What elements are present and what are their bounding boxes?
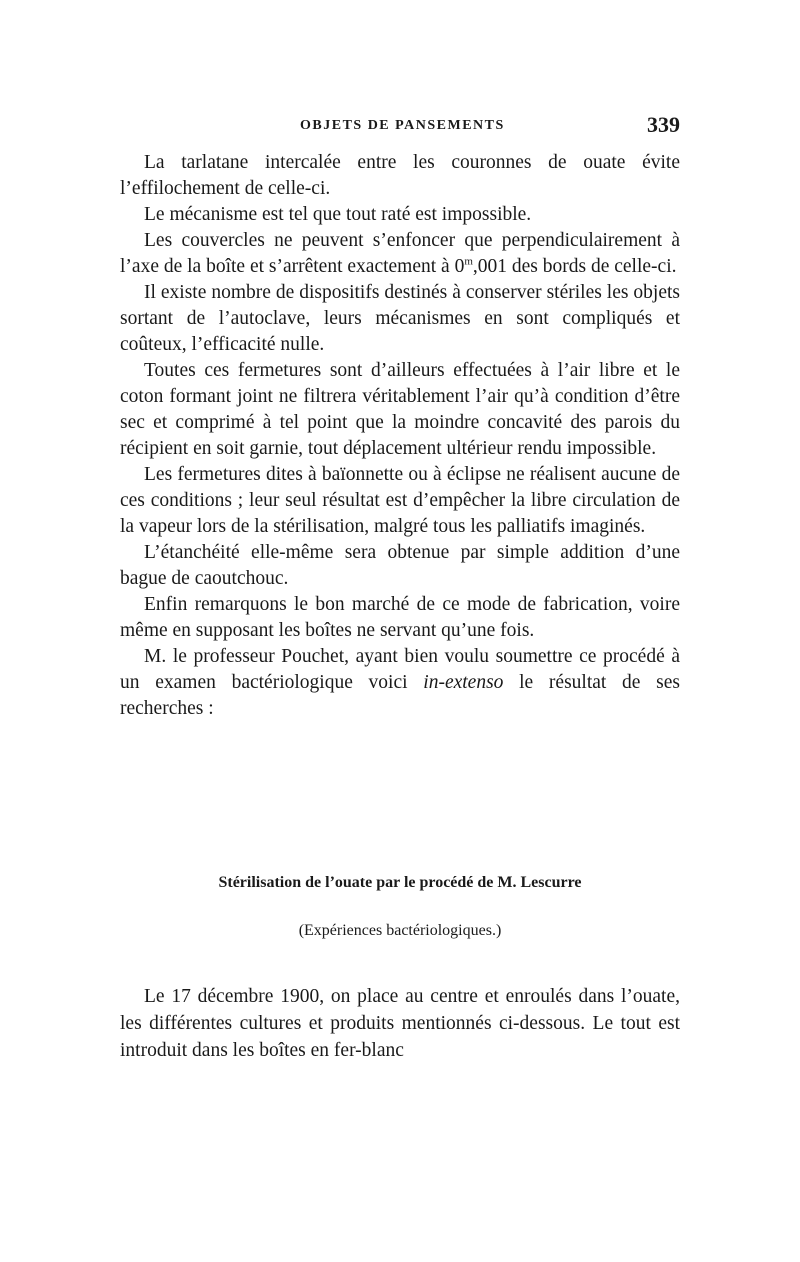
section-title: Stérilisation de l’ouate par le procédé de M. Lescurre	[218, 874, 582, 891]
running-title: OBJETS DE PANSEMENTS	[300, 118, 505, 133]
running-head	[120, 112, 680, 142]
paragraph-text: M. le professeur Pouchet, ayant bien voulu soumettre ce procédé à un examen bactériologique voici	[120, 646, 680, 693]
paragraph: L’étanchéité elle-même sera obtenue par simple addition d’une bague de caoutchouc.	[120, 542, 680, 589]
closing-text	[120, 983, 680, 1064]
paragraph-text: Les couvercles ne peuvent s’enfoncer que perpendiculairement à l’axe de la boîte et s’arrêtent exactement à 0	[120, 230, 680, 277]
paragraph: Le 17 décembre 1900, on place au centre et enroulés dans l’ouate, les différentes cultures et produits mentionnés ci-dessous. Le tout est introduit dans les boîtes en fer-blanc	[120, 986, 680, 1061]
page-number: 339	[647, 112, 680, 137]
paragraph: Les fermetures dites à baïonnette ou à éclipse ne réalisent aucune de ces conditions ; leur seul résultat est d’empêcher la libre circulation de la vapeur lors de la stérilisation, malgré tous les palliatifs imaginés.	[120, 464, 680, 537]
paragraph: Enfin remarquons le bon marché de ce mode de fabrication, voire même en supposant les boîtes ne servant qu’une fois.	[120, 594, 680, 641]
paragraph: Toutes ces fermetures sont d’ailleurs effectuées à l’air libre et le coton formant joint ne filtrera véritablement l’air qu’à condition d’être sec et comprimé à tel point que la moindre concavité des parois du récipient en soit garnie, tout déplacement ultérieur rendu impossible.	[120, 360, 680, 459]
paragraph: La tarlatane intercalée entre les couronnes de ouate évite l’effilochement de celle-ci.	[120, 152, 680, 199]
paragraph	[120, 644, 680, 722]
unit-superscript: m	[464, 255, 473, 268]
italic-term: in-extenso	[423, 672, 504, 693]
paragraph: Le mécanisme est tel que tout raté est impossible.	[144, 204, 532, 225]
section-subtitle: (Expériences bactériologiques.)	[298, 922, 502, 939]
paragraph-text: le résultat de ses recherches :	[120, 672, 680, 719]
paragraph	[120, 228, 680, 280]
paragraph-text: ,001 des bords de celle-ci.	[472, 256, 677, 277]
paragraph: Il existe nombre de dispositifs destinés à conserver stériles les objets sortant de l’autoclave, leurs mécanismes en sont compliqués et coûteux, l’efficacité nulle.	[120, 282, 680, 355]
body-text	[120, 150, 680, 722]
